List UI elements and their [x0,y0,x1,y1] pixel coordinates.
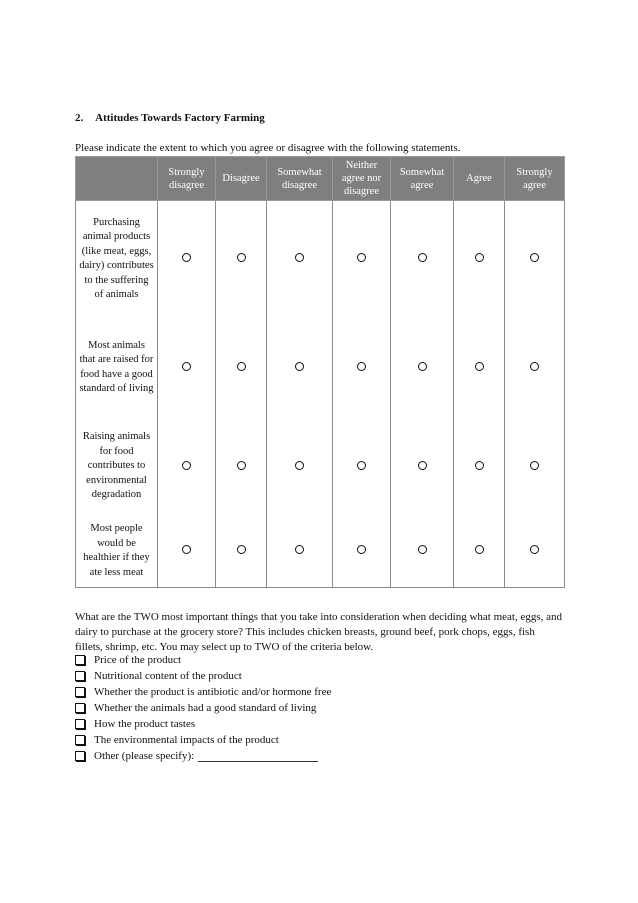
header-blank [76,157,158,201]
table-row [76,516,565,588]
option-nutrition[interactable] [75,668,331,684]
radio-s2-somewhat-agree[interactable] [418,362,427,371]
radio-s1-disagree[interactable] [237,253,246,262]
purchase-criteria-question: What are the TWO most important things that you take into consideration when deciding what meat, eggs, and dairy to purchase at the grocery store? This includes chicken breasts, ground beef, pork chops, eggs, fish fillets, shrimp, etc. You may select up to TWO of the criteria below. [75,611,563,653]
section-heading [75,112,265,124]
option-label: Whether the animals had a good standard of living [94,702,317,714]
option-animal-welfare[interactable] [75,700,331,716]
table-row [76,418,565,516]
statement-3: Raising animals for food contributes to environmental degradation [76,418,158,516]
radio-s4-somewhat-disagree[interactable] [295,545,304,554]
option-label: Other (please specify): [94,750,195,762]
radio-s1-somewhat-agree[interactable] [418,253,427,262]
radio-s4-strongly-agree[interactable] [530,545,539,554]
statement-1: Purchasing animal products (like meat, eggs, dairy) contributes to the suffering of animals [76,201,158,318]
option-label: Whether the product is antibiotic and/or hormone free [94,686,332,698]
checkbox-icon[interactable] [75,655,85,665]
header-somewhat-agree: Somewhat agree [391,157,454,201]
option-label: How the product tastes [94,718,196,730]
radio-s3-somewhat-disagree[interactable] [295,461,304,470]
radio-s2-strongly-disagree[interactable] [182,362,191,371]
radio-s2-agree[interactable] [475,362,484,371]
radio-s4-somewhat-agree[interactable] [418,545,427,554]
radio-s2-somewhat-disagree[interactable] [295,362,304,371]
header-strongly-agree: Strongly agree [505,157,565,201]
statement-4: Most people would be healthier if they ate less meat [76,516,158,588]
header-agree: Agree [454,157,505,201]
checkbox-icon[interactable] [75,719,85,729]
section-intro: Please indicate the extent to which you agree or disagree with the following statements. [75,142,461,154]
header-somewhat-disagree: Somewhat disagree [267,157,333,201]
table-header-row [76,157,565,201]
checkbox-icon[interactable] [75,751,85,761]
radio-s1-somewhat-disagree[interactable] [295,253,304,262]
option-label: The environmental impacts of the product [94,734,279,746]
radio-s2-disagree[interactable] [237,362,246,371]
radio-s4-strongly-disagree[interactable] [182,545,191,554]
radio-s3-strongly-agree[interactable] [530,461,539,470]
checkbox-icon[interactable] [75,687,85,697]
header-disagree: Disagree [216,157,267,201]
radio-s3-neither[interactable] [357,461,366,470]
option-label: Nutritional content of the product [94,670,242,682]
radio-s2-neither[interactable] [357,362,366,371]
radio-s2-strongly-agree[interactable] [530,362,539,371]
header-neither: Neither agree nor disagree [333,157,391,201]
checkbox-icon[interactable] [75,671,85,681]
other-specify-field[interactable] [198,751,318,762]
radio-s4-disagree[interactable] [237,545,246,554]
radio-s3-agree[interactable] [475,461,484,470]
option-label: Price of the product [94,654,182,666]
section-number: 2. [75,112,84,124]
table-row [76,201,565,318]
header-strongly-disagree: Strongly disagree [158,157,216,201]
radio-s1-neither[interactable] [357,253,366,262]
option-environment[interactable] [75,732,331,748]
option-price[interactable] [75,652,331,668]
radio-s4-agree[interactable] [475,545,484,554]
radio-s1-strongly-disagree[interactable] [182,253,191,262]
likert-table [75,156,565,588]
radio-s3-disagree[interactable] [237,461,246,470]
section-title: Attitudes Towards Factory Farming [95,112,265,124]
radio-s3-strongly-disagree[interactable] [182,461,191,470]
option-antibiotic-free[interactable] [75,684,331,700]
radio-s1-strongly-agree[interactable] [530,253,539,262]
criteria-options [75,652,331,764]
radio-s1-agree[interactable] [475,253,484,262]
option-other[interactable] [75,748,331,764]
checkbox-icon[interactable] [75,703,85,713]
statement-2: Most animals that are raised for food have a good standard of living [76,318,158,418]
radio-s4-neither[interactable] [357,545,366,554]
table-row [76,318,565,418]
radio-s3-somewhat-agree[interactable] [418,461,427,470]
option-taste[interactable] [75,716,331,732]
checkbox-icon[interactable] [75,735,85,745]
